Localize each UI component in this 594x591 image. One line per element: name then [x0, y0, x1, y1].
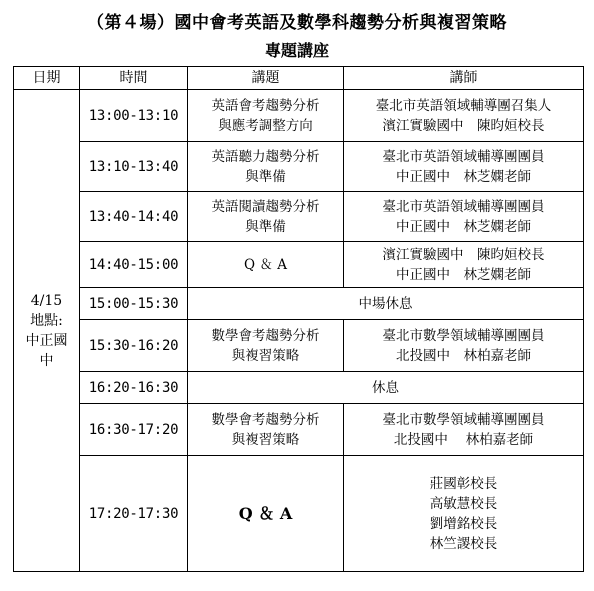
speaker-line: 臺北市英語領域輔導團團員: [382, 198, 545, 215]
topic-line: 與準備: [245, 218, 286, 235]
topic-line: 英語聽力趨勢分析: [211, 148, 320, 165]
header-speaker: 講師: [344, 67, 584, 90]
header-topic: 講題: [188, 67, 344, 90]
speaker-line: 北投國中 林柏嘉老師: [393, 431, 534, 448]
header-time: 時間: [80, 67, 188, 90]
header-date: 日期: [14, 67, 80, 90]
time-cell: 16:30-17:20: [80, 404, 188, 456]
schedule-table: [13, 66, 584, 572]
speaker-cell: [344, 456, 584, 572]
time-cell: 15:00-15:30: [80, 288, 188, 320]
time-cell: 15:30-16:20: [80, 320, 188, 372]
time-cell: 13:10-13:40: [80, 142, 188, 192]
speaker-cell: [344, 404, 584, 456]
table-row: [14, 142, 584, 192]
topic-line: 與複習策略: [231, 431, 300, 448]
table-row: [14, 192, 584, 242]
location-line-1: 中正國: [25, 332, 68, 349]
topic-line: 英語閱讀趨勢分析: [211, 198, 320, 215]
time-cell: 14:40-15:00: [80, 242, 188, 288]
document-title: （第４場）國中會考英語及數學科趨勢分析與複習策略: [87, 13, 507, 33]
topic-line: 數學會考趨勢分析: [211, 327, 320, 344]
document-subtitle: 專題講座: [264, 41, 329, 60]
speaker-line: 劉增銘校長: [429, 515, 498, 532]
speaker-cell: [344, 242, 584, 288]
table-row: [14, 372, 584, 404]
speaker-line: 北投國中 林柏嘉老師: [396, 347, 531, 364]
table-header-row: [14, 67, 584, 90]
table-row: [14, 90, 584, 142]
speaker-line: 莊國彰校長: [429, 475, 498, 492]
time-cell: 17:20-17:30: [80, 456, 188, 572]
table-row: [14, 404, 584, 456]
speaker-line: 濱江實驗國中 陳昀姮校長: [382, 117, 545, 134]
topic-cell: [188, 192, 344, 242]
speaker-line: 臺北市英語領域輔導團召集人: [375, 97, 552, 114]
time-cell: 13:40-14:40: [80, 192, 188, 242]
speaker-line: 臺北市數學領域輔導團團員: [382, 327, 545, 344]
speaker-line: 中正國中 林芝嫻老師: [396, 266, 531, 283]
speaker-line: 臺北市英語領域輔導團團員: [382, 148, 545, 165]
speaker-cell: [344, 320, 584, 372]
speaker-cell: [344, 142, 584, 192]
topic-cell: [188, 142, 344, 192]
speaker-line: 中正國中 林芝嫻老師: [396, 168, 531, 185]
topic-cell: [188, 456, 344, 572]
break-cell: 中場休息: [188, 288, 584, 320]
speaker-line: 臺北市數學領域輔導團團員: [382, 411, 545, 428]
table-row: [14, 320, 584, 372]
speaker-line: 濱江實驗國中 陳昀姮校長: [382, 246, 545, 263]
time-cell: 13:00-13:10: [80, 90, 188, 142]
location-line-2: 中: [39, 352, 54, 369]
topic-line: 英語會考趨勢分析: [211, 97, 320, 114]
location-label: 地點:: [30, 312, 63, 329]
topic-line: 數學會考趨勢分析: [211, 411, 320, 428]
speaker-line: 高敏慧校長: [429, 495, 498, 512]
topic-cell: [188, 90, 344, 142]
topic-cell: [188, 320, 344, 372]
topic-line: 與應考調整方向: [218, 117, 313, 134]
table-row: [14, 456, 584, 572]
speaker-cell: [344, 90, 584, 142]
break-cell: 休息: [188, 372, 584, 404]
time-cell: 16:20-16:30: [80, 372, 188, 404]
topic-cell: [188, 242, 344, 288]
topic-line: 與複習策略: [231, 347, 300, 364]
topic-cell: [188, 404, 344, 456]
date-location-cell: [14, 90, 80, 572]
topic-line: 與準備: [245, 168, 286, 185]
speaker-line: 中正國中 林芝嫻老師: [396, 218, 531, 235]
topic-line: Q ＆ A: [238, 503, 293, 523]
date-text: 4/15: [30, 292, 63, 309]
speaker-line: 林竺謖校長: [429, 535, 498, 552]
table-row: [14, 242, 584, 288]
table-row: [14, 288, 584, 320]
speaker-cell: [344, 192, 584, 242]
topic-line: Q ＆ A: [244, 256, 287, 273]
